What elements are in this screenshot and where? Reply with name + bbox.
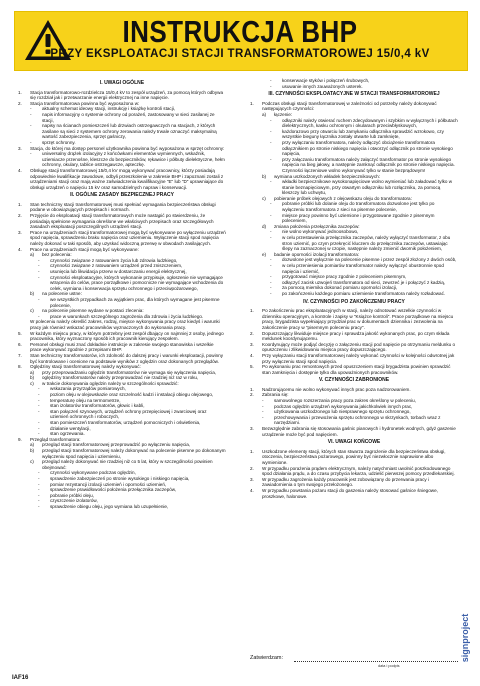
approval-label: Zatwierdzam: — [250, 655, 284, 661]
item-text: nie wolno wykonywać jednoosobowo, — [282, 229, 359, 235]
item-text: Oględziny stacji transformatorowej należy wykonywać: — [30, 364, 141, 370]
page-subtitle: PRZY EKSPLOATACJI STACJI TRANSFORMATOROWEJ 15/0,4 kV — [50, 48, 430, 60]
instruction-item — [18, 504, 226, 510]
instruction-item — [250, 364, 458, 375]
item-text: działanie wentylacji, — [50, 425, 91, 431]
approval-block — [250, 655, 460, 668]
item-marker: c) — [30, 308, 34, 314]
item-marker: 1. — [250, 100, 254, 106]
item-text: Uszkodzone elementy stacji, których stan stwarza zagrożenie dla bezpieczeństwa obsługi, otoczenia, bezpieczeństwa pożarowego, powinny być niezwłocznie naprawione albo wymienione. — [262, 448, 446, 465]
section-heading: IV. CZYNNOŚCI PO ZAKOŃCZENIU PRACY — [303, 298, 405, 305]
item-text: sprawdzenie obiegu oleju, jego wymiana lub uzupełnienie, — [50, 503, 169, 509]
item-marker: - — [38, 386, 40, 392]
item-text: uniwersalny drążek izolacyjny z końcówkami elementów wymiennych, wskaźnik, uziemiacze przenośne, kleszcze do bezpieczników, rękawice i półbuty dielektryczne, hełm ochronny, okulary, tablice ostrzegawcze, apteczkę. — [42, 151, 225, 168]
item-text: Po zakończeniu prac eksploatacyjnych w stacji, należy odnotować wszelkie czynności w dzienniku operacyjnym, a kontrole i zapisy w "Książce kontroli". Prace porządkowe na miejscu pracy, brygadzista wypełniający przydział prac w dokumentach dziennika i zezwolenia na zakończenie pracy w "pisemnym poleceniu pracy". — [262, 308, 454, 330]
item-marker: - — [30, 106, 32, 112]
item-marker: 3. — [250, 426, 254, 432]
item-text: przechowywania i przewożenia sprzętu ochronnego w skrzynkach, torbach wraz z narzędziami. — [274, 414, 441, 426]
instruction-item — [18, 151, 226, 168]
instruction-item — [250, 477, 458, 488]
item-marker: - — [38, 503, 40, 509]
item-text: poziom oleju w olejowskazie oraz szczelność kadzi i instalacji obiegu olejowego, — [50, 392, 214, 398]
instruction-item — [250, 84, 458, 90]
item-text: w celu przestawienia przełącznika zaczepów, należy wyłączyć transformator, z obu stron uziemić, po czym przekręcić kluczem do przełącznika zaczepów, ustawiając ślepy na zaznaczonej w czopie, następnie należy zmienić dwornik położeniem, — [282, 235, 451, 252]
item-text: przy przeprowadzaniu oględzin transformatorów nie wymaga się wyłączenia napięcia, — [42, 369, 217, 375]
brand-logo-text: signproject — [460, 613, 470, 663]
item-marker: 5. — [250, 364, 254, 370]
item-text: W każdym miejscu pracy, w którym potrzebny jest zespół dbający on najmniej 2 osoby, jednego pracownika, który wyznaczony sposób ich pracownik kierujący zespołem. — [30, 330, 224, 342]
instruction-item — [250, 213, 458, 224]
item-marker: 2. — [250, 330, 254, 336]
item-marker: c) — [30, 380, 34, 386]
signature-line — [294, 661, 458, 662]
item-marker: d) — [262, 223, 267, 229]
item-text: usuwanie innych zauważonych usterek. — [282, 83, 363, 89]
item-marker: - — [38, 397, 40, 403]
instruction-item — [18, 331, 226, 342]
instruction-item — [18, 90, 226, 101]
item-text: przygotować miejsce pracy zgodnie z poleceniem pisemnym, — [282, 274, 407, 280]
item-text: w trakcie dokonywania oględzin należy w szczególności sprawdzić: — [42, 380, 179, 386]
instruction-item — [18, 297, 226, 308]
item-text: Czynności łączeniowe wolno wykonywać tylko w stanie bezprądowym! — [282, 167, 426, 173]
item-marker: - — [38, 498, 40, 504]
item-marker: 4. — [250, 487, 254, 493]
item-marker: - — [270, 279, 272, 285]
item-text: aktualny schemat ideowy stacji, instrukcję i książkę kontroli stacji, — [42, 106, 176, 112]
item-marker: 1. — [18, 201, 22, 207]
item-text: konserwacje styków i połączeń śrubowych, — [282, 78, 370, 83]
item-marker: - — [38, 408, 40, 414]
item-marker: - — [38, 296, 40, 302]
item-text: samowolnego rozszerzania pracy poza zakres określony w poleceniu, — [274, 398, 416, 404]
item-marker: 3. — [18, 229, 22, 235]
item-marker: - — [38, 269, 40, 274]
item-text: pomiar rezystancji izolacji uziemień i oporności uziemień, — [50, 481, 167, 487]
item-marker: c) — [30, 459, 34, 465]
item-text: Stacja, do której ma dostęp personel użytkownika powinna być wyposażona w sprzęt ochronny: — [30, 145, 225, 151]
item-marker: - — [262, 398, 264, 404]
item-marker: 3. — [250, 341, 254, 347]
instruction-item — [250, 308, 458, 330]
item-text: czynności związane z ratowaniem życia lub zdrowia ludzkiego, — [50, 257, 178, 263]
item-text: oględziny transformatorów należy przeprowadzać nie rzadziej niż raz w roku, — [42, 375, 199, 381]
instruction-item — [18, 319, 226, 330]
item-marker: - — [38, 403, 40, 409]
item-marker: - — [270, 156, 272, 162]
item-marker: a) — [262, 111, 267, 117]
item-marker: - — [270, 235, 272, 241]
item-marker: a) — [30, 252, 35, 258]
item-marker: 2. — [250, 465, 254, 471]
item-text: Koordynujący może podjąć decyzję o załączeniu stacji pod napięcie po otrzymaniu meldunku o opuszczeniu i zlikwidowaniu miejsca pracy dopuszczającego. — [262, 341, 456, 353]
item-text: stan ogrzewania. — [50, 431, 85, 437]
instruction-item — [250, 118, 458, 129]
item-marker: - — [30, 123, 32, 129]
sign-code: IAF16 — [12, 675, 29, 681]
item-text: Stacja transformatorowo-rozdzielcza 15/0,4 kV to zespół urządzeń, za pomocą których odbywa się rozdział jak i przetwarzanie energii elektrycznej na inne napięcie. — [30, 89, 224, 101]
item-marker: - — [262, 409, 264, 415]
item-text: Prace na urządzeniach stacji transformatorowej mogą być wykonywane po wyłączeniu urządzeń spod napięcia, sprawdzeniu braku napięcia oraz uziemieniu. Wyłączenie stacji spod napięcia należy dokonać w taki sposób, aby uzyskać widoczną przerwę w obwodach zasilających. — [30, 229, 226, 247]
item-marker: - — [270, 201, 272, 207]
item-marker: 3. — [250, 476, 254, 482]
item-text: stan izolatorów transformatorów, głowic i kabli, — [50, 403, 145, 409]
item-text: czynności eksploatacyjne, których wykonanie przypisuje, ogłoszenie nie wymagające wtrącenia do celów, prace porządkowe i pomocnicze nie wymagające wchodzenia do celek, wymiana i konserwacja sprzętu ochronnego i przeciwpożarowego, — [50, 274, 224, 291]
instruction-item — [250, 449, 458, 466]
item-marker: - — [30, 139, 32, 145]
item-text: badanie oporności izolacji transformatora: — [274, 251, 360, 257]
item-text: Zabrania się: — [262, 392, 289, 398]
item-marker: - — [38, 257, 40, 263]
section-heading: II. OGÓLNE ZASADY BEZPIECZNEJ PRACY — [70, 192, 174, 199]
item-text: bez polecenia: — [42, 252, 72, 258]
item-marker: - — [270, 117, 272, 123]
instruction-item — [250, 353, 458, 364]
item-marker: b) — [30, 291, 35, 297]
instruction-item — [18, 213, 226, 230]
item-text: miejsce pracy powinno być uziemione i przygotowane zgodnie z pisemnym poleceniem, — [282, 212, 435, 224]
instruction-item — [250, 129, 458, 140]
item-text: przegląd stacji transformatorowej przeprowadzić po wyłączeniu napięcia, — [42, 442, 191, 448]
item-marker — [18, 319, 30, 330]
item-text: sprawdzenie prawidłowości położenia przełącznika zaczepów, — [50, 487, 177, 493]
item-marker: - — [38, 492, 40, 498]
item-text: napis informacyjny o systemie ochrony od porażeń, zastosowany w sieci zasilanej ze stacji, — [42, 111, 215, 123]
item-marker: - — [38, 425, 40, 431]
item-text: czynności wykonywane podczas oględzin, — [50, 470, 136, 476]
item-text: W przypadku powstania pożaru stacji do gaszenia należy stosować gaśnice śniegowe, proszkowe, halonowe. — [262, 487, 438, 499]
item-marker: 5. — [18, 330, 22, 336]
item-marker: - — [38, 487, 40, 493]
instruction-item — [18, 230, 226, 247]
item-marker: - — [38, 475, 40, 481]
item-text: pobieranie próbek olejowych z olejowskazu oleju do transformatora: — [274, 195, 412, 201]
instruction-item — [250, 415, 458, 426]
instruction-item — [18, 123, 226, 140]
item-marker: - — [270, 128, 272, 134]
right-column — [250, 78, 458, 499]
item-marker: 6. — [18, 341, 22, 347]
instruction-item — [18, 353, 226, 364]
item-marker: - — [38, 481, 40, 487]
item-text: Przy wyłączaniu stacji transformatorowej należy wykonać czynności w kolejności odwrotnej jak przy wyłączeniu stacji spod napięcia. — [262, 352, 455, 364]
signature-caption: data i podpis — [378, 664, 400, 668]
item-marker: - — [38, 470, 40, 476]
item-marker: - — [270, 229, 272, 235]
item-text: czynności związane z ratowaniem urządzeń przed zniszczeniem, — [50, 263, 183, 269]
item-marker: - — [30, 111, 32, 117]
instruction-item — [250, 263, 458, 274]
item-marker: b) — [262, 173, 267, 179]
item-marker: - — [270, 263, 272, 268]
item-marker: 2. — [18, 213, 22, 219]
item-text: na polecenie pisemne wydane w postaci zlecenia: — [42, 308, 144, 314]
item-text: stan pomieszczeń transformatorów, urządzeń pomocniczych i oświetlenia, — [50, 420, 201, 426]
item-marker: - — [38, 420, 40, 426]
item-marker: b) — [30, 375, 35, 381]
item-text: W poleceniu należy określić zakres, rodzaj, miejsce wykonywania pracy oraz kiedyś i warunki pracy jak również wskazać pracowników wyznaczonych do wykonania pracy. — [30, 319, 220, 330]
item-marker: 9. — [18, 436, 22, 442]
item-text: Przyjęcie do eksploatacji stacji transformatorowych może nastąpić po stwierdzeniu, że posiadają spełnione wymagania określone we właściwych przepisach oraz szczegółowych zasadach eksploatacji poszczególnych urządzeń stacji. — [30, 213, 214, 230]
item-text: sprzęt ochronny. — [42, 139, 76, 145]
item-marker: - — [270, 290, 272, 296]
item-text: na polecenie ustne: — [42, 291, 82, 297]
item-text: Stan techniczny transformatorów, ich zdolność do dalszej pracy i warunki eksploatacji, powinny być kontrolowane i ocenione na podstawie wyników z oględzin oraz dokonanych przeglądów. — [30, 352, 224, 364]
item-text: użytkowania uszkodzonego lub niesprawnego sprzętu ochronnego, — [274, 409, 411, 415]
item-marker: - — [262, 414, 264, 420]
instruction-item — [18, 342, 226, 353]
instruction-item — [250, 179, 458, 196]
item-marker: 1. — [18, 89, 22, 95]
item-marker: 2. — [18, 100, 22, 106]
item-text: prace w warunkach szczególnego zagrożenia dla zdrowia i życia ludzkiego. — [50, 313, 204, 319]
left-column — [18, 78, 226, 510]
item-marker: b) — [30, 448, 35, 453]
item-text: Stacja transformatorowa powinna być wyposażona w: — [30, 100, 140, 106]
item-text: odłączyć zacisk uzwojeń transformatora od sieci, zewrzeć je i połączyć z kadzią, — [282, 279, 446, 285]
brand-logo — [456, 596, 474, 682]
page-title: INSTRUKCJA BHP — [122, 14, 358, 49]
section-heading: VI. UWAGI KOŃCOWE — [327, 439, 381, 446]
instruction-item — [250, 101, 458, 112]
instruction-item — [250, 157, 458, 168]
instruction-item — [250, 426, 458, 437]
section-heading: I. UWAGI OGÓLNE — [99, 80, 145, 86]
item-text: Przegląd transformatora: — [30, 436, 81, 442]
item-marker: - — [30, 151, 32, 157]
instruction-item — [18, 168, 226, 190]
item-text: czyszczenie izolatorów, — [50, 498, 98, 504]
item-text: Bezwzględnie zabrania się stosowania gaśnic pianowych i hydronetek wodnych, gdyż gaszenie urządzenie może być pod napięciem. — [262, 426, 456, 437]
item-marker: - — [270, 139, 272, 145]
instruction-item — [250, 466, 458, 477]
item-marker: 8. — [18, 364, 22, 370]
item-text: Obsługę stacji transformatorowej 15/0,4 kV mogą wykonywać pracownicy, którzy posiadają odpowiednie kwalifikacje zawodowe, odbyli przeszkolenie w zakresie BHP i zapoznani zostali z urządzeniami stacji oraz mają ważne zaświadczenia kwalifikacyjne "E" lub "D" uprawniające do obsługi urządzeń o napięciu 15 kV oraz samodzielnych napraw i konserwacji. — [30, 167, 224, 190]
item-text: usunięcia lub likwidacja przerw w dostarczaniu energii elektrycznej, — [50, 269, 187, 274]
instruction-item — [18, 409, 226, 420]
section-heading: III. CZYNNOŚCI EKSPLOATACYJNE W STACJI TRANSFORMATOROWEJ — [268, 91, 440, 98]
item-text: dozwolone jest wyłącznie na polecenie pisemne i przez zespół złożony z dwóch osób, — [282, 257, 457, 263]
item-marker: 4. — [18, 167, 22, 173]
item-text: W przypadku zagrożenia każdy pracownik jest zobowiązany do przerwania pracy i zawiadomienia o tym swojego przełożonego. — [262, 476, 429, 488]
item-marker: - — [270, 274, 272, 280]
item-marker: 1. — [250, 448, 254, 454]
item-marker: - — [270, 285, 272, 291]
item-marker: - — [262, 403, 264, 409]
item-text: podczas oględzin urządzeń wykonywania jakichkolwiek innych prac, — [274, 403, 413, 409]
item-text: każdorazowo przy otwarciu lub zamykaniu odłącznika sprawdzić wzrokowo, czy wszystkie bieguny łącznika zostały otwarte lub zamknięte, — [282, 128, 444, 140]
item-text: stan połączeń szynowych, urządzeń ochrony przepięciowej i zwarciowej oraz uziemień ochronnych i roboczych, — [50, 408, 207, 420]
item-marker: 1. — [250, 386, 254, 392]
item-text: napisy na ścianach pomieszczeń lub drzwiach ostrzegawczych na stacjach, z których zasilane są sieci z systemem ochrony zerowania należy trwale oznaczyć maksymalną wartość zabezpieczenia, sprzęt gaśniczy, — [42, 123, 217, 140]
item-text: w celu przeniesienia pomiarów transformator należy wyłączyć obustronnie spod napięcia i uziemić, — [282, 263, 444, 274]
item-marker: 4. — [250, 352, 254, 358]
instruction-item — [250, 488, 458, 499]
item-text: W przypadku porażenia prądem elektrycznym, należy natychmiast uwolnić poszkodowanego spod działania prądu, a do czasu przybycia lekarza, udzielić pierwszej pomocy przedlekarskiej. — [262, 465, 455, 477]
item-text: Personel obsługi musi znać dokładnie instrukcje w zakresie swojego stanowiska i wszelkie prace wykonywać zgodnie z przepisami BHP. — [30, 341, 214, 353]
item-text: wskazania przyrządów pomiarowych, — [50, 386, 126, 392]
item-marker: - — [38, 263, 40, 269]
item-text: zmiana położenia przełącznika zaczepów: — [274, 223, 360, 229]
item-marker: e) — [262, 251, 267, 257]
item-marker: - — [270, 78, 272, 83]
item-text: wymiana uszkodzonych wkładek bezpiecznikowych: — [274, 173, 380, 179]
item-text: za pomocą miernika dokonać pomiaru oporności izolacji, — [282, 285, 398, 291]
item-text: Dopuszczający likwiduje miejsce pracy i sprawdza jakość wykonanych prac, po czym składa meldunek koordynującemu. — [262, 330, 450, 342]
item-text: pobranie próbki lub dolanie oleju do transformatora dozwolone jest tylko po wyłączeniu transformatora z sieci na pisemne polecenie, — [282, 201, 435, 213]
item-marker: 7. — [18, 352, 22, 358]
item-marker: c) — [262, 195, 266, 201]
instruction-item — [250, 342, 458, 353]
item-marker: - — [38, 431, 40, 437]
instruction-item — [18, 112, 226, 123]
item-text: przy wyłączaniu transformatora, należy odłączyć obciążenie transformatora odłącznikiem po stronie niskiego napięcia i otworzyć odłącznik po stronie wysokiego napięcia, — [282, 139, 453, 157]
item-marker: 4. — [18, 246, 22, 252]
item-marker: a) — [30, 442, 35, 448]
item-text: temperaturę oleju na termometrze, — [50, 397, 121, 403]
item-text: Prace na urządzeniach stacji mogą być wykonywane: — [30, 246, 139, 252]
item-text: pobranie próbki oleju, — [50, 492, 94, 498]
item-marker: - — [38, 274, 40, 280]
instruction-item — [18, 275, 226, 292]
item-text: Po wykonaniu prac remontowych przed opuszczeniem stacji brygadzista powinien sprawdzić stan zamknięcia i dostępnie tylko dla upoważnionych pracowników. — [262, 364, 451, 375]
item-text: wkładki bezpiecznikowe wysokonapięciowe wolno wymieniać lub załadować tylko w stanie beznapięciowym, przy otwartym odłączniku lub rozłączniku, za pomocą kleszczy lub uchwytu, — [282, 179, 453, 196]
instruction-item — [18, 448, 226, 459]
instruction-item — [250, 331, 458, 342]
item-marker: 3. — [18, 145, 22, 151]
item-text: Nadzorującemu nie wolno wykonywać innych prac poza nadzorowaniem. — [262, 386, 411, 392]
item-marker: - — [270, 257, 272, 263]
item-text: Stan techniczny stacji transformatorowej musi spełniać wymagania bezpieczeństwa obsługi podane w obowiązujących przepisach i normach. — [30, 201, 216, 213]
instruction-item — [18, 459, 226, 470]
item-marker: - — [38, 313, 40, 319]
item-marker: - — [270, 212, 272, 218]
item-text: przegląd należy dokonywać nie rzadziej niż co 5 lat, który w szczególności powinien obejmować: — [42, 459, 213, 470]
item-marker: a) — [30, 369, 35, 375]
item-text: we wszystkich przypadkach za wyjątkiem prac, dla których wymagane jest pisemne polecenie, — [50, 296, 220, 308]
instruction-item — [18, 202, 226, 213]
instruction-item — [250, 201, 458, 212]
item-text: po zakończeniu każdego pomiaru uziemienie transformatora należy rozładować. — [282, 290, 446, 296]
section-heading: V. CZYNNOŚCI ZABRONIONE — [318, 377, 390, 384]
instruction-item — [250, 291, 458, 297]
item-marker: - — [270, 83, 272, 89]
item-text: przegląd stacji transformatorowej należy dokonywać na polecenie pisemne po dokonanym wyłączeniu spod napięcia i uziemieniu, — [42, 448, 226, 459]
instruction-item — [250, 235, 458, 252]
item-text: sprawdzenie zabezpieczeń po stronie wysokiego i niskiego napięcia, — [50, 475, 190, 481]
item-text: odłączniki należy otwierać ruchem zdecydowanym i szybkim w wyłącznych i półbutach dielektrycznych, kasku ochronnym i okularach przeciwbłyskowych, — [282, 117, 458, 129]
item-marker: - — [270, 179, 272, 185]
item-text: Podczas obsługi stacji transformatorowej w zależności od potrzeby należy dokonywać następujących czynności: — [262, 100, 437, 112]
item-marker: - — [38, 392, 40, 398]
item-marker: 2. — [250, 392, 254, 398]
item-marker: 1. — [250, 308, 254, 314]
item-text: łączenie: — [274, 111, 293, 117]
instruction-item — [250, 140, 458, 157]
item-text: przy załączaniu transformatora należy załączyć transformator po stronie wysokiego napięcia na bieg jałowy, a następnie zamknąć odłącznik po stronie niskiego napięcia. — [282, 156, 455, 168]
